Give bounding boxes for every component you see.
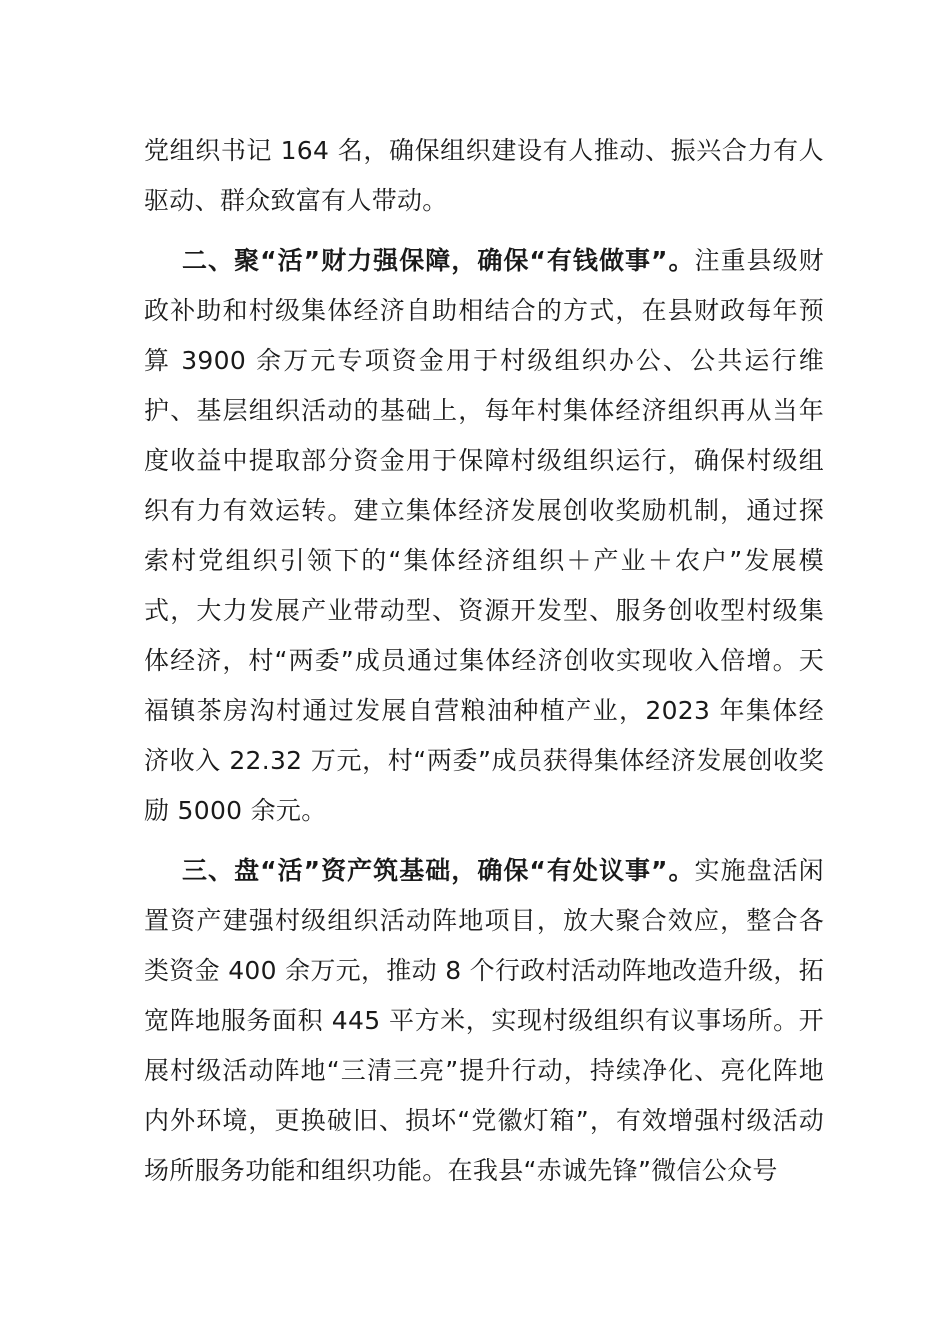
paragraph-continuation bbox=[144, 126, 824, 226]
section-heading: 二、聚“活”财力强保障，确保“有钱做事”。 bbox=[182, 246, 695, 275]
paragraph-text: 实施盘活闲置资产建强村级组织活动阵地项目，放大聚合效应，整合各类资金 400 余万元，推动 8 个行政村活动阵地改造升级，拓宽阵地服务面积 445 平方米，实现村级组织有议事场所。开展村级活动阵地“三清三亮”提升行动，持续净化、亮化阵地内外环境，更换破旧、损坏“党徽灯箱”，有效增强村级活动场所服务功能和组织功能。在我县“赤诚先锋”微信公众号 bbox=[144, 856, 824, 1185]
document-body bbox=[144, 126, 824, 1196]
section-heading: 三、盘“活”资产筑基础，确保“有处议事”。 bbox=[182, 856, 695, 885]
paragraph-section-three bbox=[144, 846, 824, 1196]
paragraph-text: 注重县级财政补助和村级集体经济自助相结合的方式，在县财政每年预算 3900 余万元专项资金用于村级组织办公、公共运行维护、基层组织活动的基础上，每年村集体经济组织再从当年度收益中提取部分资金用于保障村级组织运行，确保村级组织有力有效运转。建立集体经济发展创收奖励机制，通过探索村党组织引领下的“集体经济组织＋产业＋农户”发展模式，大力发展产业带动型、资源开发型、服务创收型村级集体经济，村“两委”成员通过集体经济创收实现收入倍增。天福镇茶房沟村通过发展自营粮油种植产业，2023 年集体经济收入 22.32 万元，村“两委”成员获得集体经济发展创收奖励 5000 余元。 bbox=[144, 246, 824, 825]
paragraph-gap bbox=[144, 226, 824, 236]
paragraph-section-two bbox=[144, 236, 824, 836]
paragraph-gap bbox=[144, 836, 824, 846]
paragraph-text: 党组织书记 164 名，确保组织建设有人推动、振兴合力有人驱动、群众致富有人带动。 bbox=[144, 136, 824, 215]
